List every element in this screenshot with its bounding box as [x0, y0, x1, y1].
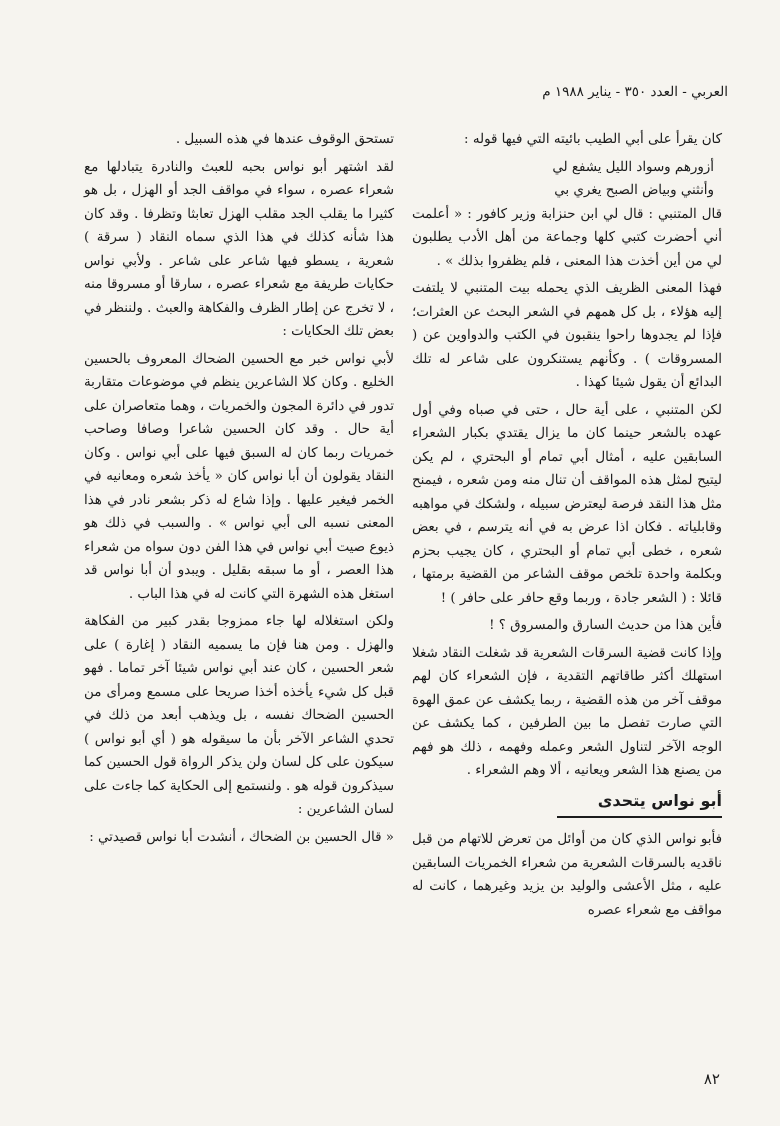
paragraph: وإذا كانت قضية السرقات الشعرية قد شغلت النقاد شغلا استهلك أكثر طاقاتهم التقدية ، فإن الشعراء كان لهم موقف آخر من هذه القضية ، ربما يكشف عن عمق الهوة التي صارت تفصل ما بين الطرفين ، كما يكشف عن الوجه الآخر لتناول الشعر وعمله وفهمه ، ذلك هو فهم من يصنع هذا الشعر ويعانيه ، ألا وهم الشعراء .	[412, 645, 722, 778]
verse-line: وأنثني وبياض الصبح يغري بي	[554, 183, 714, 198]
running-header: العربي - العدد ٣٥٠ - يناير ١٩٨٨ م	[542, 84, 728, 100]
left-column	[84, 128, 394, 853]
paragraph: قال المتنبي : قال لي ابن حنزابة وزير كافور : « أعلمت أني أحضرت كتبي كلها وجماعة من أهل الأدب يطلبون لي من أين أخذت هذا المعنى ، فلم يظفروا بذلك » .	[412, 206, 722, 269]
right-column	[412, 128, 722, 926]
page-number: ٨٢	[703, 1070, 720, 1088]
paragraph: لقد اشتهر أبو نواس بحبه للعبث والنادرة يتبادلها مع شعراء عصره ، سواء في مواقف الجد أو الهزل ، بل هو كثيرا ما يقلب الجد مقلب الهزل تعابثا وتظرفا . وقد كان هذا شأنه كذلك في هذا الذي سماه النقاد ( سرقة ) شعرية ، يسطو فيها شاعر على شاعر . ولأبي نواس حكايات طريفة مع شعراء عصره ، سارقا أو مسروقا منه ، لا تخرج عن إطار الظرف والفكاهة والعبث . ولننظر في بعض تلك الحكايات :	[84, 159, 394, 339]
verse-line: أزورهم وسواد الليل يشفع لي	[552, 159, 714, 175]
paragraph: فأبو نواس الذي كان من أوائل من تعرض للاتهام من قبل ناقديه بالسرقات الشعرية من شعراء الخمريات السابقين عليه ، مثل الأعشى والوليد بن يزيد وغيرهما ، كانت له مواقف مع شعراء عصره	[412, 832, 722, 918]
paragraph: لكن المتنبي ، على أية حال ، حتى في صباه وفي أول عهده بالشعر حينما كان ما يزال يقتدي بكبار الشعراء السابقين عليه ، أمثال أبي تمام أو البحتري ، لم يكن ليتيح لمثل هذه المواقف أن تنال منه ومن شعره ، فيمنح مثل هذا النقد فرصة ليعترض سبيله ، ولشكك في مواهبه وقابلياته . فكان اذا عرض به في أنه يترسم ، في بعض شعره ، خطى أبي تمام أو البحتري ، كان يجيب بحزم وبكلمة واحدة تلخص موقف الشاعر من القضية برمتها ، قائلا : ( الشعر جادة ، وربما وقع حافر على حافر ) !	[412, 402, 722, 606]
paragraph: « قال الحسين بن الضحاك ، أنشدت أبا نواس قصيدتي :	[89, 829, 394, 845]
paragraph: كان يقرأ على أبي الطيب بائيته التي فيها قوله :	[464, 132, 722, 147]
section-heading: أبو نواس يتحدى	[557, 789, 722, 819]
paragraph: فهذا المعنى الظريف الذي يحمله بيت المتنبي لا يلتفت إليه هؤلاء ، بل كل همهم في الشعر البحث عن العثرات؛ فإذا لم يجدوها راحوا ينقبون في الكتب والدواوين عن ( المسروقات ) . وكأنهم يستنكرون على شاعر له تلك البدائع أن يقول شيئا كهذا .	[412, 281, 722, 390]
paragraph: تستحق الوقوف عندها في هذه السبيل .	[175, 132, 394, 147]
paragraph: فأين هذا من حديث السارق والمسروق ؟ !	[489, 618, 722, 633]
paragraph: لأبي نواس خبر مع الحسين الضحاك المعروف بالحسين الخليع . وكان كلا الشاعرين ينظم في موضوعات متقاربة تدور في دائرة المجون والخمريات ، وهما متعاصران على أية حال . وقد كان الحسين شاعرا وصافا وصاحب خمريات ربما كان له السبق فيها على أبي نواس . وكان النقاد يقولون أن أبا نواس كان « يأخذ شعره ومعانيه في الخمر فيغير عليها . وإذا شاع له ذكر بشعر نادر في هذا المعنى نسبه الى أبي نواس » . والسبب في ذلك هو ذيوع صيت أبي نواس في هذا الفن دون سواه من شعراء هذا العصر ، أو ما سبقه بقليل . ويبدو أن أبا نواس قد استغل هذه الشهرة التي كانت له في هذا الباب .	[84, 351, 394, 602]
paragraph: ولكن استغلاله لها جاء ممزوجا بقدر كبير من الفكاهة والهزل . ومن هنا فإن ما يسميه النقاد ( إغارة ) على شعر الحسين ، كان عند أبي نواس شيئا آخر تماما . فهو قبل كل شيء يأخذه أخذا صريحا على مسمع ومرأى من الحسين الضحاك نفسه ، بل ويذهب أبعد من ذلك في تحدي الشاعر الآخر بأن ما سيقوله هو ( أي أبو نواس ) سيكون على كل لسان ولن يذكر الرواة قول الحسين كما سيذكرون قوله هو . ولنستمع إلى الحكاية كما جاءت على لسان الشاعرين :	[84, 614, 394, 817]
